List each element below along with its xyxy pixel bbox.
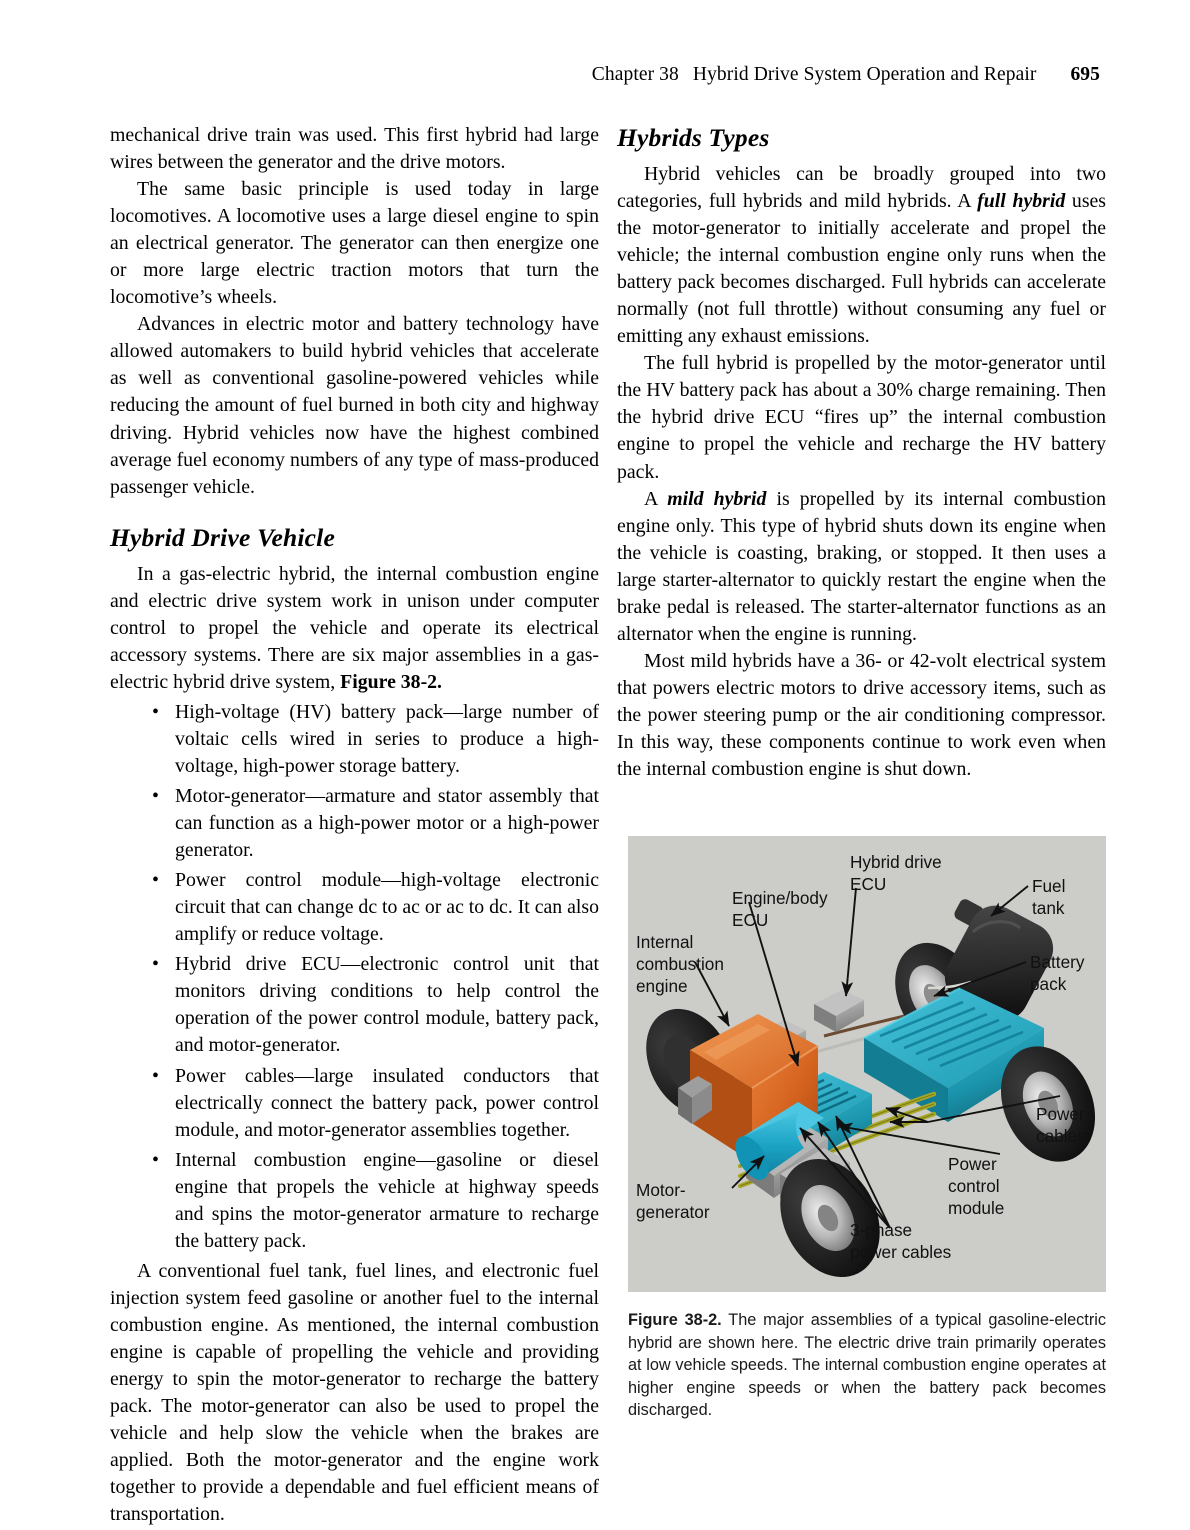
callout-line: cables <box>1036 1126 1086 1146</box>
running-head <box>110 64 1100 94</box>
callout-engine-body-ecu <box>732 888 828 930</box>
bullet-icon: • <box>152 1064 159 1087</box>
list-item <box>110 951 599 1059</box>
callout-line: combustion <box>636 954 724 974</box>
figure-caption-label: Figure 38-2. <box>628 1311 722 1329</box>
list-item-text: Internal combustion engine—gasoline or diesel engine that propels the vehicle at highway speeds and spins the motor-generator armature to recharge the battery pack. <box>175 1148 599 1252</box>
paragraph: Advances in electric motor and battery technology have allowed automakers to build hybrid vehicles that accelerate as well as conventional gasoline-powered vehicles while reducing the amount of fuel burned in both city and highway driving. Hybrid vehicles now have the highest combined average fuel economy numbers of any type of mass-produced passenger vehicle. <box>110 313 599 498</box>
paragraph <box>110 561 599 696</box>
callout-line: module <box>948 1198 1005 1218</box>
list-item-text: High-voltage (HV) battery pack—large number of voltaic cells wired in series to produce a high-voltage, high-power storage battery. <box>175 700 599 777</box>
bullet-icon: • <box>152 953 159 976</box>
paragraph-text: uses the motor-generator to initially accelerate and propel the vehicle; the internal combustion engine only runs when the battery pack becomes discharged. Full hybrids can accelerate normally (not full throttle) without consuming any fuel or emitting any exhaust emissions. <box>617 190 1106 348</box>
section-heading-hybrids-types: Hybrids Types <box>617 123 770 152</box>
list-item <box>110 783 599 864</box>
term-full-hybrid: full hybrid <box>977 190 1066 213</box>
paragraph <box>617 486 1106 648</box>
callout-line: 3-phase <box>850 1220 913 1240</box>
bullet-icon: • <box>152 1148 159 1171</box>
bullet-icon: • <box>152 700 159 723</box>
list-item-text: Power control module—high-voltage electronic circuit that can change dc to ac or ac to dc. It can also amplify or reduce voltage. <box>175 869 599 946</box>
list-item <box>110 1147 599 1255</box>
bullet-icon: • <box>152 785 159 808</box>
list-item <box>110 867 599 948</box>
paragraph-text: Hybrid vehicles can be broadly grouped into two categories, full hybrids and mild hybrids. A <box>617 163 1106 213</box>
callout-line: Hybrid drive <box>850 852 942 872</box>
figure-38-2 <box>628 836 1106 1422</box>
term-mild-hybrid: mild hybrid <box>667 487 767 510</box>
left-column <box>110 122 599 1528</box>
figure-reference: Figure 38-2. <box>340 670 442 693</box>
callout-line: Battery <box>1030 952 1085 972</box>
callout-power-control-module <box>948 1154 1004 1218</box>
callout-hybrid-drive-ecu <box>850 852 942 894</box>
bullet-icon: • <box>152 869 159 892</box>
callout-motor-generator <box>636 1180 710 1222</box>
callout-line: tank <box>1032 898 1065 918</box>
paragraph: The same basic principle is used today in large locomotives. A locomotive uses a large diesel engine to spin an electrical generator. The generator can then energize one or more large electric traction motors that turn the locomotive’s wheels. <box>110 178 599 309</box>
paragraph-text: is propelled by its internal combustion engine only. This type of hybrid shuts down its engine when the vehicle is coasting, braking, or stopped. It then uses a large starter-alternator to quickly restart the engine when the brake pedal is released. The starter-alternator functions as an alternator when the engine is running. <box>617 487 1106 645</box>
callout-line: ECU <box>732 910 769 930</box>
list-item-text: Power cables—large insulated conductors that electrically connect the battery pack, power control module, and motor-generator assemblies together. <box>175 1064 599 1141</box>
paragraph: A conventional fuel tank, fuel lines, and electronic fuel injection system feed gasoline or another fuel to the internal combustion engine. As mentioned, the internal combustion engine is capable of propelling the vehicle and providing energy to spin the motor-generator to recharge the battery pack. The motor-generator can also be used to propel the vehicle and help slow the vehicle when the brakes are applied. Both the motor-generator and the engine work together to provide a dependable and fuel efficient means of transportation. <box>110 1259 599 1526</box>
callout-line: Power <box>948 1154 997 1174</box>
figure-image <box>628 836 1106 1292</box>
list-item <box>110 1063 599 1144</box>
paragraph <box>617 161 1106 350</box>
callout-line: ECU <box>850 874 887 894</box>
paragraph: Most mild hybrids have a 36- or 42-volt electrical system that powers electric motors to drive accessory items, such as the power steering pump or the air conditioning compressor. In this way, these components continue to work even when the internal combustion engine is shut down. <box>617 649 1106 781</box>
page-number: 695 <box>1070 64 1100 85</box>
running-head-title: Hybrid Drive System Operation and Repair <box>692 64 1037 85</box>
callout-line: generator <box>636 1202 710 1222</box>
callout-fuel-tank <box>1032 876 1065 918</box>
callout-line: control <box>948 1176 1000 1196</box>
callout-line: pack <box>1030 974 1067 994</box>
paragraph: The full hybrid is propelled by the motor-generator until the HV battery pack has about a 30% charge remaining. Then the hybrid drive ECU “fires up” the internal combustion engine to propel the vehicle and recharge the HV battery pack. <box>617 352 1106 483</box>
paragraph: mechanical drive train was used. This first hybrid had large wires between the generator and the drive motors. <box>110 124 599 174</box>
running-head-chapter: Chapter 38 <box>591 64 679 85</box>
figure-caption-text: The major assemblies of a typical gasoline-electric hybrid are shown here. The electric drive train primarily operates at low vehicle speeds. The internal combustion engine operates at higher engine speeds or when the battery pack becomes discharged. <box>628 1311 1106 1419</box>
callout-line: engine <box>636 976 688 996</box>
callout-line: power cables <box>850 1242 952 1262</box>
list-item-text: Hybrid drive ECU—electronic control unit that monitors driving conditions to help control the operation of the power control module, battery pack, and motor-generator. <box>175 953 599 1057</box>
callout-line: Power <box>1036 1104 1085 1124</box>
right-column <box>617 122 1106 783</box>
assemblies-bullet-list <box>110 699 599 1255</box>
callout-line: Fuel <box>1032 876 1066 896</box>
callout-internal-combustion-engine <box>636 932 724 996</box>
hybrid-drive-ecu-shape <box>814 990 864 1032</box>
callout-line: Engine/body <box>732 888 828 908</box>
section-heading-hybrid-drive-vehicle: Hybrid Drive Vehicle <box>110 522 335 552</box>
list-item <box>110 699 599 780</box>
leader-hybrid-drive-ecu <box>846 888 856 996</box>
paragraph-text: In a gas-electric hybrid, the internal combustion engine and electric drive system work in unison under computer control to propel the vehicle and operate its electrical accessory systems. There are six major assemblies in a gas-electric hybrid drive system, <box>110 562 599 693</box>
list-item-text: Motor-generator—armature and stator assembly that can function as a high-power motor or a high-power generator. <box>175 785 599 862</box>
paragraph-text: A <box>644 487 668 510</box>
callout-line: Internal <box>636 932 694 952</box>
figure-caption <box>628 1309 1106 1422</box>
callout-line: Motor- <box>636 1180 686 1200</box>
